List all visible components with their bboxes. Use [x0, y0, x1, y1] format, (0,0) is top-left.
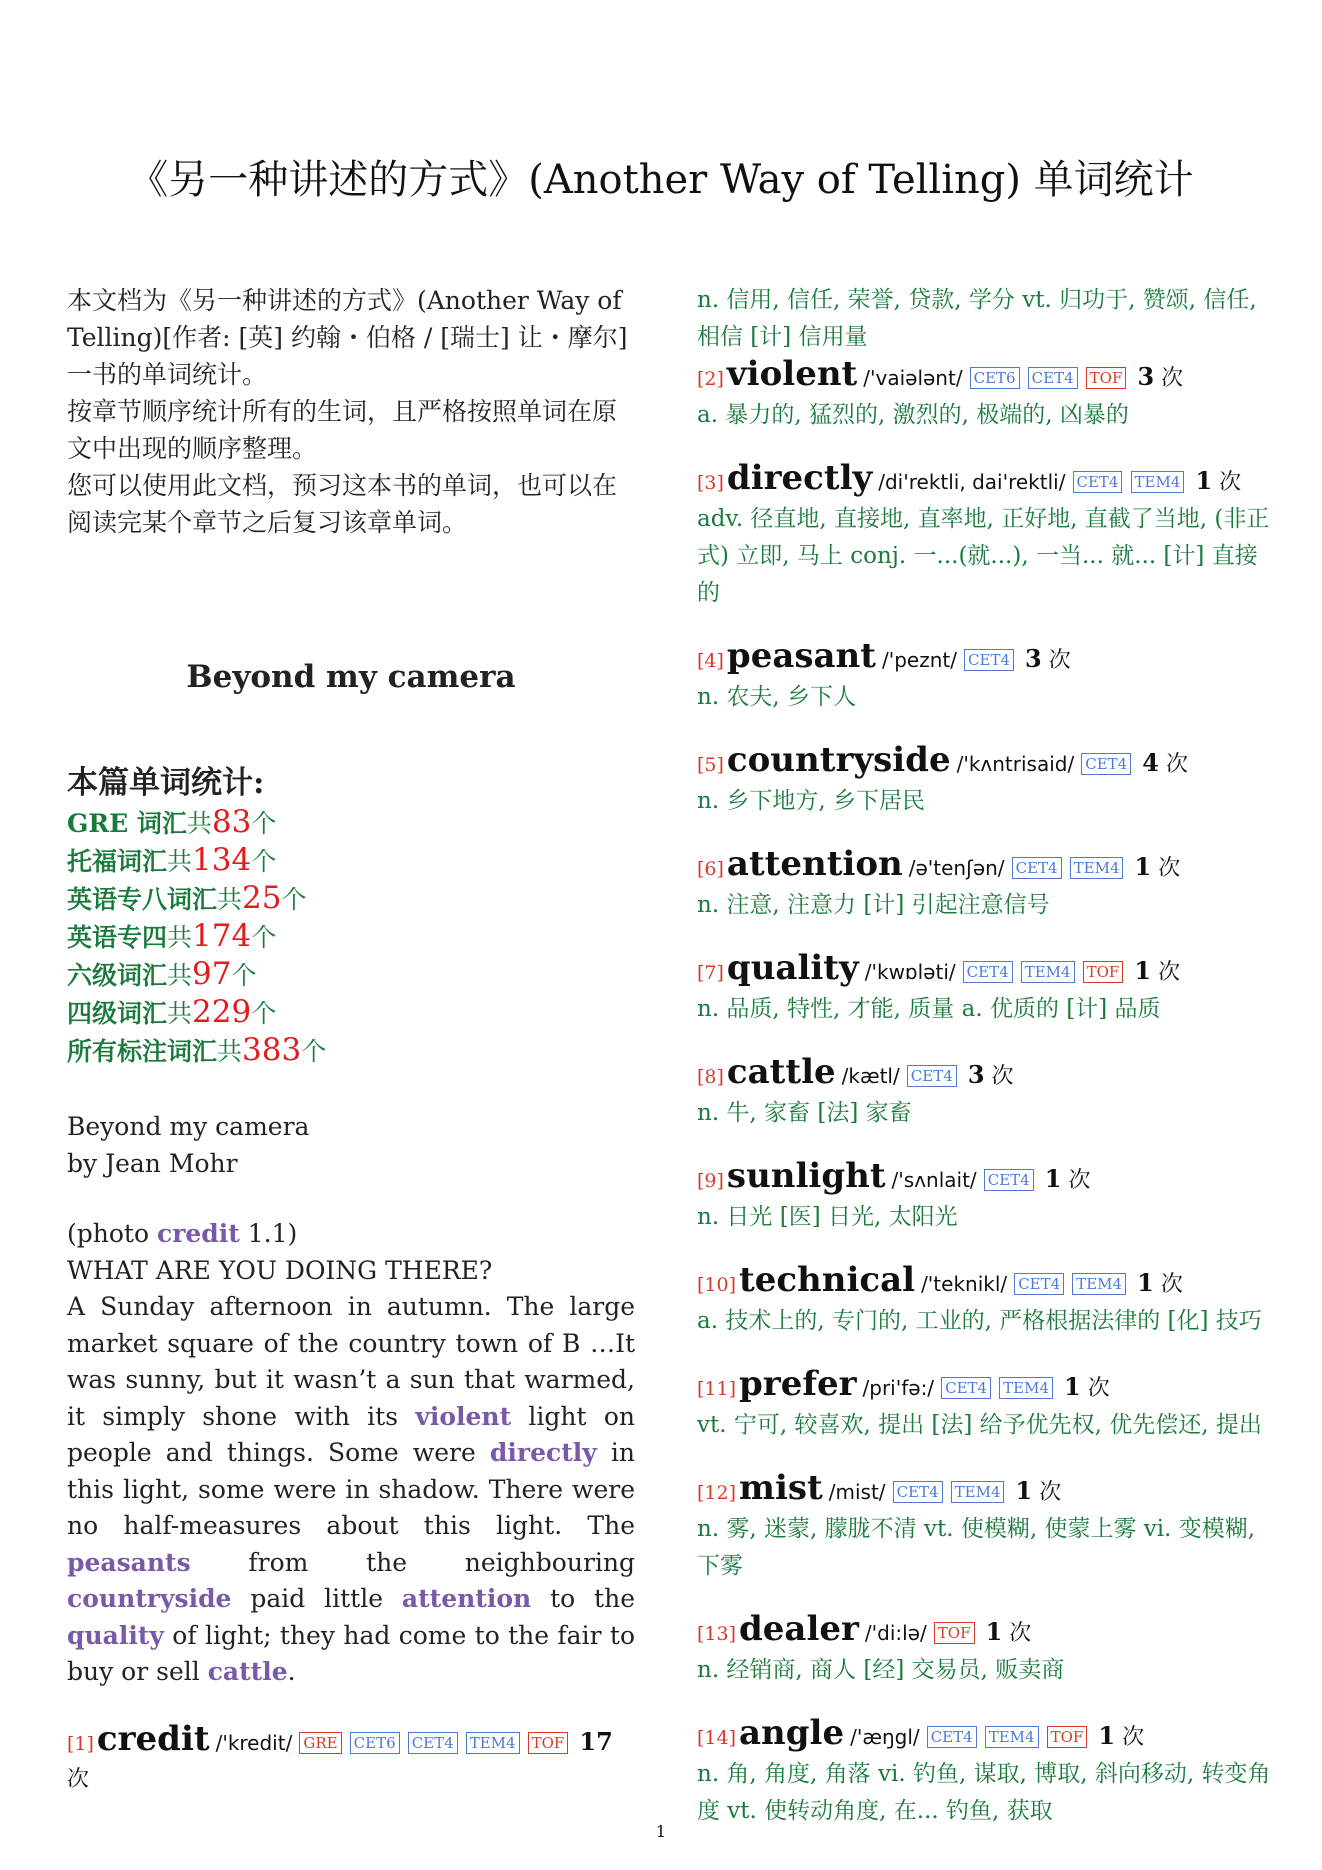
stat-suffix: 共: [217, 885, 243, 914]
stat-count: 83: [211, 804, 252, 840]
vocab-entry: [697, 1054, 1272, 1132]
entry-phonetic: /'kredit/: [215, 1730, 293, 1755]
level-tag: CET6: [350, 1732, 400, 1754]
stat-row: [67, 1032, 635, 1070]
intro-paragraph: 本文档为《另一种讲述的方式》(Another Way of Telling)[作者: [英] 约翰・伯格 / [瑞士] 让・摩尔] 一书的单词统计。: [67, 286, 628, 389]
level-tag: TEM4: [1072, 1273, 1126, 1295]
text-segment: from the neighbouring: [190, 1547, 635, 1577]
entry-header: [697, 1611, 1272, 1652]
vocab-entry-credit: [67, 1718, 635, 1798]
stat-label: 四级词汇: [67, 999, 168, 1028]
entry-definition: a. 技术上的, 专门的, 工业的, 严格根据法律的 [化] 技巧: [697, 1308, 1262, 1334]
entry-header: [697, 356, 1272, 397]
level-tag: TEM4: [951, 1481, 1005, 1503]
entry-definition: n. 农夫, 乡下人: [697, 684, 857, 710]
level-tag: CET6: [970, 367, 1020, 389]
excerpt-text: [67, 1216, 635, 1691]
book-author: by Jean Mohr: [67, 1149, 238, 1178]
stat-suffix: 共: [167, 961, 193, 990]
stat-unit: 个: [251, 847, 277, 876]
entry-count: 3: [1137, 362, 1155, 391]
page-number: 1: [655, 1822, 667, 1841]
stat-row: [67, 956, 635, 994]
stat-count: 174: [192, 918, 252, 954]
level-tag: GRE: [299, 1732, 341, 1754]
entry-count-unit: 次: [1061, 1168, 1091, 1193]
entry-index: [9]: [697, 1170, 724, 1192]
level-tag: CET4: [1014, 1273, 1064, 1295]
entry-word: credit: [96, 1718, 210, 1759]
entry-phonetic: /mist/: [828, 1480, 886, 1504]
entry-count: 1: [1044, 1164, 1062, 1193]
entry-word: quality: [726, 948, 859, 988]
vocab-entry-list: [697, 356, 1272, 1830]
vocab-entry: [697, 1262, 1272, 1340]
entry-word: countryside: [726, 740, 951, 780]
vocab-entry: [697, 1611, 1272, 1689]
highlighted-word: credit: [156, 1219, 240, 1248]
level-tag: CET4: [1081, 753, 1131, 775]
entry-count-unit: 次: [1115, 1725, 1145, 1750]
stat-label: 托福词汇: [67, 847, 168, 876]
entry-header: [697, 1470, 1272, 1511]
entry-count: 1: [1098, 1721, 1116, 1750]
entry-index: [4]: [697, 650, 724, 672]
entry-index: [10]: [697, 1274, 737, 1296]
level-tag: CET4: [907, 1065, 957, 1087]
stat-label: 六级词汇: [67, 961, 168, 990]
stat-row: [67, 994, 635, 1032]
vocab-entry: [697, 638, 1272, 716]
level-tag: TOF: [528, 1732, 569, 1754]
text-segment: .: [287, 1657, 296, 1686]
entry-phonetic: /'sʌnlait/: [891, 1168, 977, 1192]
entry-header: [697, 638, 1272, 679]
entry-count-unit: 次: [984, 1064, 1014, 1089]
entry-count: 17: [579, 1726, 613, 1756]
stat-row: [67, 842, 635, 880]
entry-index: [2]: [697, 368, 724, 390]
vocab-entry: [697, 742, 1272, 820]
stats-list: [67, 804, 635, 1070]
level-tag: TEM4: [466, 1732, 520, 1754]
entry-count-unit: 次: [1212, 470, 1242, 495]
entry-definition: vt. 宁可, 较喜欢, 提出 [法] 给予优先权, 优先偿还, 提出: [697, 1412, 1262, 1438]
entry-index: [12]: [697, 1482, 737, 1504]
highlighted-word: violent: [415, 1401, 512, 1431]
stat-unit: 个: [251, 923, 277, 952]
vocab-entry: [697, 1158, 1272, 1236]
entry-index: [5]: [697, 754, 724, 776]
stat-count: 229: [192, 994, 252, 1030]
level-tag: TEM4: [1070, 857, 1124, 879]
highlighted-word: quality: [67, 1620, 164, 1650]
level-tag: TEM4: [1131, 471, 1185, 493]
level-tag: TOF: [1086, 367, 1127, 389]
stat-unit: 个: [251, 999, 277, 1028]
entry-phonetic: /'teknikl/: [921, 1272, 1008, 1296]
level-tag: CET4: [984, 1169, 1034, 1191]
entry-word: technical: [739, 1260, 916, 1300]
entry-definition: n. 雾, 迷蒙, 朦胧不清 vt. 使模糊, 使蒙上雾 vi. 变模糊, 下雾: [697, 1516, 1256, 1579]
entry-index: [7]: [697, 962, 724, 984]
entry-header: [697, 846, 1272, 887]
stat-suffix: 共: [186, 809, 212, 838]
entry-count: 1: [1134, 852, 1152, 881]
entry-count-unit: 次: [1032, 1480, 1062, 1505]
entry-word: angle: [739, 1713, 845, 1753]
text-segment: in this light, some were in shadow. There were no half-measures about this light. The: [67, 1438, 636, 1540]
stat-label: 英语专四: [67, 923, 168, 952]
entry-count: 3: [967, 1060, 985, 1089]
entry-definition: n. 注意, 注意力 [计] 引起注意信号: [697, 892, 1050, 918]
intro-paragraph: 您可以使用此文档，预习这本书的单词，也可以在阅读完某个章节之后复习该章单词。: [67, 471, 618, 537]
entry-phonetic: /pri'fə:/: [862, 1376, 935, 1400]
entry-header: [697, 1262, 1272, 1303]
entry-count: 1: [1134, 956, 1152, 985]
entry-count: 1: [1064, 1372, 1081, 1401]
entry-word: mist: [739, 1468, 823, 1508]
entry-index: [3]: [697, 472, 724, 494]
entry-count-unit: 次: [1080, 1376, 1110, 1401]
level-tag: CET4: [927, 1726, 977, 1748]
stat-row: [67, 880, 635, 918]
level-tag: TEM4: [1021, 961, 1075, 983]
left-column: [67, 282, 635, 1798]
entry-definition: n. 经销商, 商人 [经] 交易员, 贩卖商: [697, 1657, 1065, 1683]
stat-label: 所有标注词汇: [67, 1037, 218, 1066]
entry-index: [11]: [697, 1378, 737, 1400]
vocab-entry: [697, 356, 1272, 434]
level-tag: CET4: [964, 649, 1014, 671]
stat-count: 134: [192, 842, 252, 878]
right-column: [697, 282, 1272, 1830]
text-segment: WHAT ARE YOU DOING THERE?: [67, 1255, 493, 1285]
stat-row: [67, 918, 635, 956]
vocab-entry: [697, 460, 1272, 612]
entry-word: dealer: [739, 1609, 859, 1649]
document-title: 《另一种讲述的方式》(Another Way of Telling) 单词统计: [128, 157, 1194, 203]
text-segment: A Sunday afternoon in autumn. The large market square of the country town of B …It was sunny, but it wasn’t a sun that warmed, it simply shone with its: [67, 1292, 635, 1431]
stat-count: 25: [242, 880, 282, 916]
highlighted-word: countryside: [67, 1584, 232, 1613]
stats-heading: 本篇单词统计:: [67, 765, 265, 801]
entry-count-unit: 次: [1158, 752, 1188, 777]
entry-word: cattle: [726, 1052, 836, 1092]
highlighted-word: cattle: [207, 1657, 288, 1686]
entry-phonetic: /kætl/: [841, 1064, 900, 1088]
entry-index: [14]: [697, 1727, 737, 1749]
level-tag: CET4: [1073, 471, 1123, 493]
entry-phonetic: /ə'tenʃən/: [908, 856, 1005, 880]
stat-suffix: 共: [167, 847, 193, 876]
entry-definition: n. 品质, 特性, 才能, 质量 a. 优质的 [计] 品质: [697, 996, 1161, 1022]
entry-phonetic: /'vaiələnt/: [863, 366, 963, 390]
stat-label: 英语专八词汇: [67, 885, 218, 914]
entry-phonetic: /'di:lə/: [864, 1621, 927, 1645]
entry-header: [697, 1366, 1272, 1407]
entry-header: [697, 1054, 1272, 1095]
stat-count: 383: [242, 1032, 302, 1068]
entry-header: [697, 950, 1272, 991]
entry-definition: n. 乡下地方, 乡下居民: [697, 788, 926, 814]
entry-header: [697, 1158, 1272, 1199]
level-tag: CET4: [408, 1732, 458, 1754]
entry-count: 1: [1195, 466, 1213, 495]
entry-header: [697, 1715, 1272, 1756]
level-tag: CET4: [1012, 857, 1062, 879]
text-segment: (photo: [67, 1219, 157, 1248]
entry-count-unit: 次: [1151, 856, 1181, 881]
entry-count-unit: 次: [67, 1766, 90, 1792]
text-segment: to the: [531, 1584, 636, 1613]
entry-definition: n. 角, 角度, 角落 vi. 钓鱼, 谋取, 博取, 斜向移动, 转变角度 vt. 使转动角度, 在... 钓鱼, 获取: [697, 1761, 1271, 1824]
entry-word: peasant: [726, 636, 876, 676]
entry-index: [8]: [697, 1066, 724, 1088]
stat-label: GRE 词汇: [67, 809, 187, 838]
entry-definition: n. 牛, 家畜 [法] 家畜: [697, 1100, 912, 1126]
entry-count-unit: 次: [1153, 1272, 1183, 1297]
level-tag: CET4: [941, 1377, 991, 1399]
level-tag: TOF: [934, 1622, 975, 1644]
entry-word: directly: [726, 458, 873, 498]
entry-count-unit: 次: [1002, 1621, 1032, 1646]
entry-definition: n. 日光 [医] 日光, 太阳光: [697, 1204, 958, 1230]
stat-unit: 个: [301, 1037, 327, 1066]
level-tag: TEM4: [985, 1726, 1039, 1748]
text-segment: paid little: [231, 1584, 402, 1613]
book-title: Beyond my camera: [67, 1112, 310, 1141]
stat-count: 97: [192, 956, 232, 992]
stat-suffix: 共: [167, 923, 193, 952]
entry-count: 1: [1137, 1268, 1154, 1297]
entry-index: [6]: [697, 858, 724, 880]
highlighted-word: attention: [401, 1584, 532, 1613]
intro: [67, 282, 635, 541]
entry-count-unit: 次: [1041, 648, 1071, 673]
stat-row: [67, 804, 635, 842]
section-title: Beyond my camera: [186, 659, 516, 695]
level-tag: TOF: [1047, 1726, 1088, 1748]
stat-unit: 个: [281, 885, 307, 914]
text-segment: light on people and things. Some were: [67, 1401, 635, 1467]
entry-word: sunlight: [726, 1156, 886, 1196]
entry-phonetic: /'æŋgl/: [850, 1725, 920, 1749]
entry-count-unit: 次: [1154, 366, 1184, 391]
entry-phonetic: /'peznt/: [881, 648, 957, 672]
entry-definition: adv. 径直地, 直接地, 直率地, 正好地, 直截了当地, (非正式) 立即, 马上 conj. 一...(就...), 一当... 就... [计] 直接的: [697, 506, 1270, 606]
entry-count: 1: [985, 1617, 1003, 1646]
level-tag: TOF: [1083, 961, 1124, 983]
entry-definition: n. 信用, 信任, 荣誉, 贷款, 学分 vt. 归功于, 赞颂, 信任, 相信 [计] 信用量: [697, 287, 1257, 350]
vocab-entry: [697, 1715, 1272, 1830]
entry-phonetic: /'kʌntrisaid/: [956, 752, 1075, 776]
level-tag: CET4: [963, 961, 1013, 983]
entry-count-unit: 次: [1151, 960, 1181, 985]
entry-count: 4: [1142, 748, 1159, 777]
entry-index: [1]: [67, 1732, 94, 1755]
entry-word: prefer: [739, 1364, 857, 1404]
vocab-entry: [697, 846, 1272, 924]
vocab-entry-credit-definition: [697, 282, 1272, 356]
stat-unit: 个: [251, 809, 277, 838]
entry-count: 1: [1015, 1476, 1033, 1505]
stat-suffix: 共: [167, 999, 193, 1028]
intro-paragraph: 按章节顺序统计所有的生词，且严格按照单词在原文中出现的顺序整理。: [67, 397, 618, 463]
stat-unit: 个: [231, 961, 257, 990]
text-segment: of light; they had come to the fair to buy or sell: [67, 1620, 635, 1686]
vocab-entry: [697, 1470, 1272, 1585]
stat-suffix: 共: [217, 1037, 243, 1066]
vocab-entry: [697, 950, 1272, 1028]
level-tag: TEM4: [999, 1377, 1053, 1399]
entry-phonetic: /di'rektli, dai'rektli/: [878, 470, 1066, 494]
text-segment: 1.1): [239, 1219, 298, 1248]
entry-header: [67, 1718, 635, 1798]
level-tag: CET4: [893, 1481, 943, 1503]
entry-index: [13]: [697, 1623, 737, 1645]
level-tag: CET4: [1028, 367, 1078, 389]
entry-definition: a. 暴力的, 猛烈的, 激烈的, 极端的, 凶暴的: [697, 402, 1129, 428]
highlighted-word: directly: [489, 1438, 597, 1467]
entry-count: 3: [1025, 644, 1042, 673]
vocab-entry: [697, 1366, 1272, 1444]
entry-word: attention: [726, 844, 903, 884]
entry-header: [697, 460, 1272, 501]
entry-phonetic: /'kwɒləti/: [864, 960, 956, 984]
entry-word: violent: [726, 354, 858, 394]
book-info: [67, 1108, 635, 1182]
highlighted-word: peasants: [67, 1547, 191, 1577]
entry-header: [697, 742, 1272, 783]
